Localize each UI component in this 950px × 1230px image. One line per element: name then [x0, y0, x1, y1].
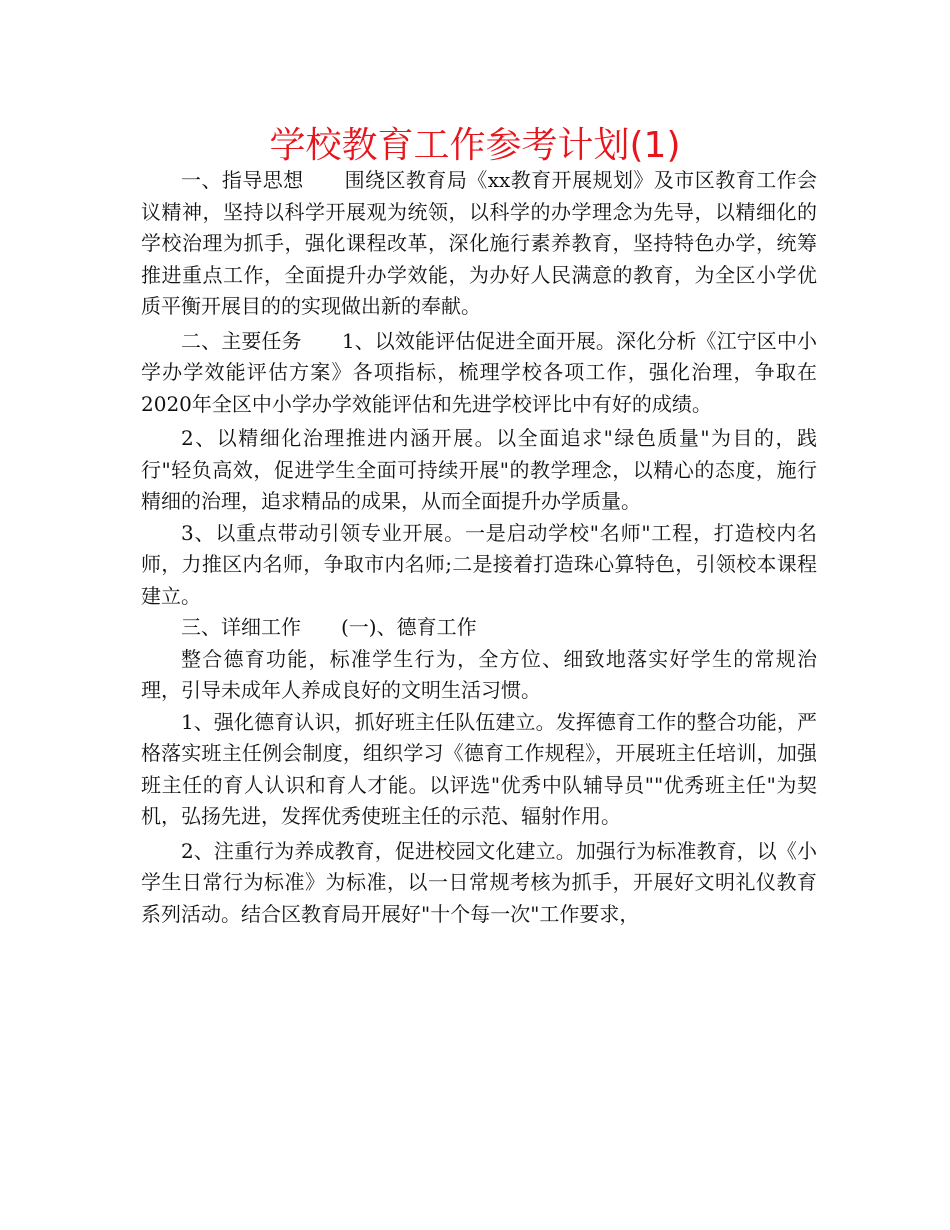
paragraph-main-tasks: 二、主要任务 1、以效能评估促进全面开展。深化分析《江宁区中小学办学效能评估方案》各项指标，梳理学校各项工作，强化治理，争取在2020年全区中小学办学效能评估和先进学校评比中有好的成绩。	[141, 328, 817, 416]
paragraph-guiding-ideology: 一、指导思想 围绕区教育局《xx教育开展规划》及市区教育工作会议精神，坚持以科学开展观为统领，以科学的办学理念为先导，以精细化的学校治理为抓手，强化课程改革，深化施行素养教育，坚持特色办学，统筹推进重点工作，全面提升办学效能，为办好人民满意的教育，为全区小学优质平衡开展目的的实现做出新的奉献。	[141, 168, 817, 318]
paragraph-detailed-work: 三、详细工作 (一)、德育工作	[181, 615, 477, 639]
paragraph-task-3: 3、以重点带动引领专业开展。一是启动学校"名师"工程，打造校内名师，力推区内名师，争取市内名师;二是接着打造珠心算特色，引领校本课程建立。	[141, 520, 817, 608]
paragraph-moral-education-2: 2、注重行为养成教育，促进校园文化建立。加强行为标准教育，以《小学生日常行为标准》为标准，以一日常规考核为抓手，开展好文明礼仪教育系列活动。结合区教育局开展好"十个每一次"工作要求，	[141, 838, 817, 926]
document-title: 学校教育工作参考计划(1)	[269, 125, 681, 166]
paragraph-moral-education-intro: 整合德育功能，标准学生行为，全方位、细致地落实好学生的常规治理，引导未成年人养成良好的文明生活习惯。	[141, 646, 817, 702]
paragraph-moral-education-1: 1、强化德育认识，抓好班主任队伍建立。发挥德育工作的整合功能，严格落实班主任例会制度，组织学习《德育工作规程》，开展班主任培训，加强班主任的育人认识和育人才能。以评选"优秀中队辅导员""优秀班主任"为契机，弘扬先进，发挥优秀使班主任的示范、辐射作用。	[141, 709, 817, 828]
document-body	[141, 165, 817, 930]
paragraph-task-2: 2、以精细化治理推进内涵开展。以全面追求"绿色质量"为目的，践行"轻负高效，促进学生全面可持续开展"的教学理念，以精心的态度，施行精细的治理，追求精品的成果，从而全面提升办学质量。	[141, 426, 817, 513]
